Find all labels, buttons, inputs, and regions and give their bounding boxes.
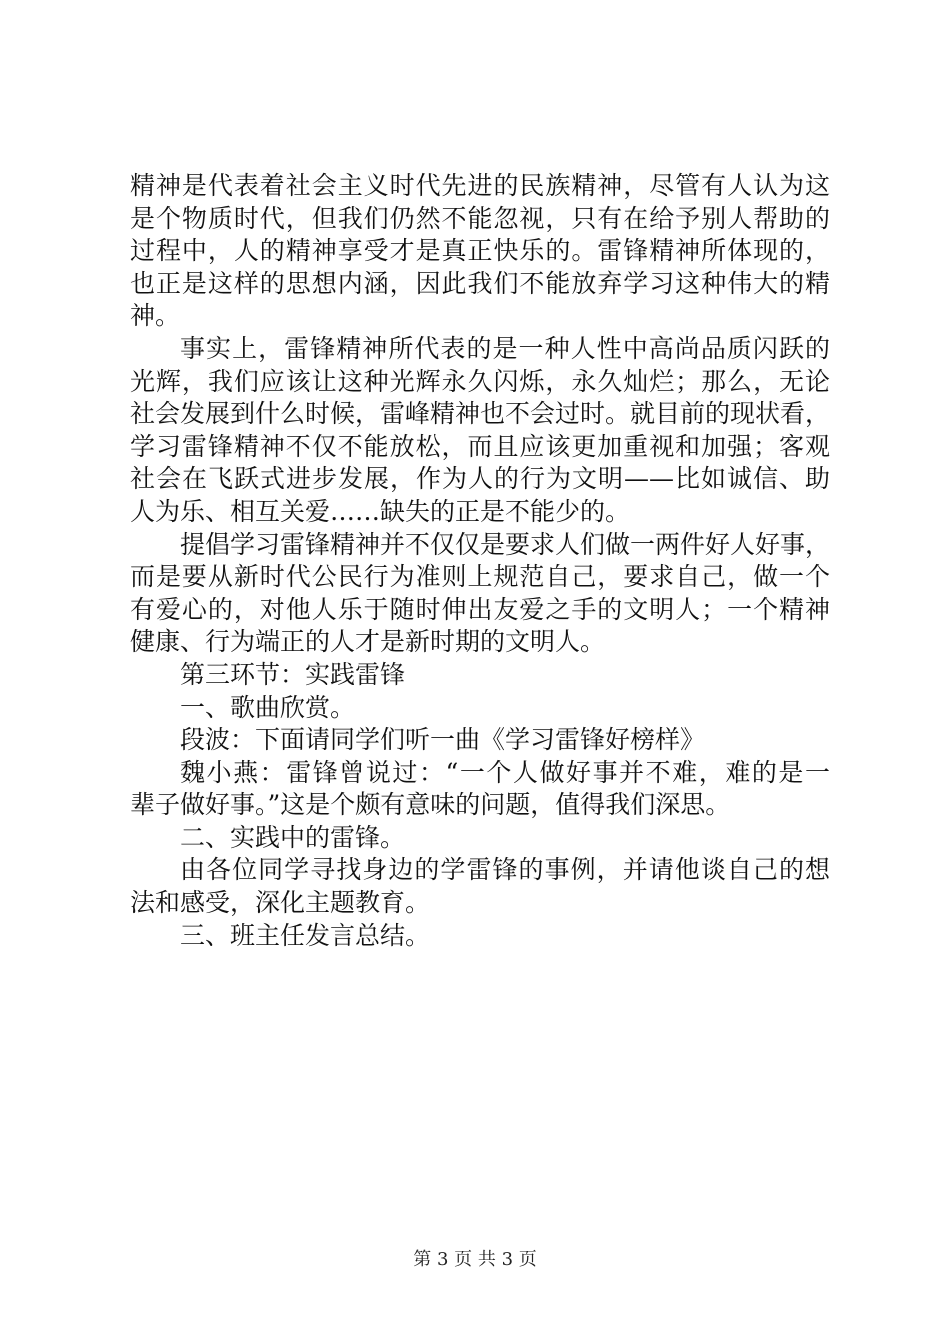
text-line: 由各位同学寻找身边的学雷锋的事例，并请他谈自己的想 — [180, 855, 830, 885]
text-line: 人为乐、相互关爱……缺失的正是不能少的。 — [130, 496, 631, 526]
text-line: 二、实践中的雷锋。 — [180, 822, 406, 852]
text-line: 光辉，我们应该让这种光辉永久闪烁，永久灿烂；那么，无论 — [130, 366, 830, 396]
text-line: 社会在飞跃式进步发展，作为人的行为文明——比如诚信、助 — [130, 464, 830, 494]
text-line: 有爱心的，对他人乐于随时伸出友爱之手的文明人；一个精神 — [130, 594, 830, 624]
text-line: 过程中，人的精神享受才是真正快乐的。雷锋精神所体现的， — [130, 236, 830, 266]
body-text — [130, 170, 830, 952]
text-line: 也正是这样的思想内涵，因此我们不能放弃学习这种伟大的精 — [130, 268, 830, 298]
text-line: 魏小燕：雷锋曾说过：“一个人做好事并不难，难的是一 — [180, 757, 830, 787]
text-line: 神。 — [130, 301, 181, 331]
text-line: 三、班主任发言总结。 — [180, 920, 431, 950]
text-line: 而是要从新时代公民行为准则上规范自己，要求自己，做一个 — [130, 562, 830, 592]
text-line: 事实上，雷锋精神所代表的是一种人性中高尚品质闪跃的 — [180, 333, 830, 363]
text-line: 是个物质时代，但我们仍然不能忽视，只有在给予别人帮助的 — [130, 203, 830, 233]
text-line: 健康、行为端正的人才是新时期的文明人。 — [130, 627, 606, 657]
text-line: 学习雷锋精神不仅不能放松，而且应该更加重视和加强；客观 — [130, 431, 830, 461]
text-line: 辈子做好事。”这是个颇有意味的问题，值得我们深思。 — [130, 790, 731, 820]
text-line: 精神是代表着社会主义时代先进的民族精神，尽管有人认为这 — [130, 171, 830, 200]
text-line: 第三环节：实践雷锋 — [180, 659, 406, 689]
text-line: 一、歌曲欣赏。 — [180, 692, 356, 722]
page-footer: 第 3 页 共 3 页 — [413, 1249, 537, 1270]
text-line: 法和感受，深化主题教育。 — [130, 888, 431, 918]
text-line: 社会发展到什么时候，雷峰精神也不会过时。就目前的现状看， — [130, 399, 831, 429]
text-line: 提倡学习雷锋精神并不仅仅是要求人们做一两件好人好事， — [180, 529, 831, 559]
text-line: 段波：下面请同学们听一曲《学习雷锋好榜样》 — [180, 725, 706, 755]
